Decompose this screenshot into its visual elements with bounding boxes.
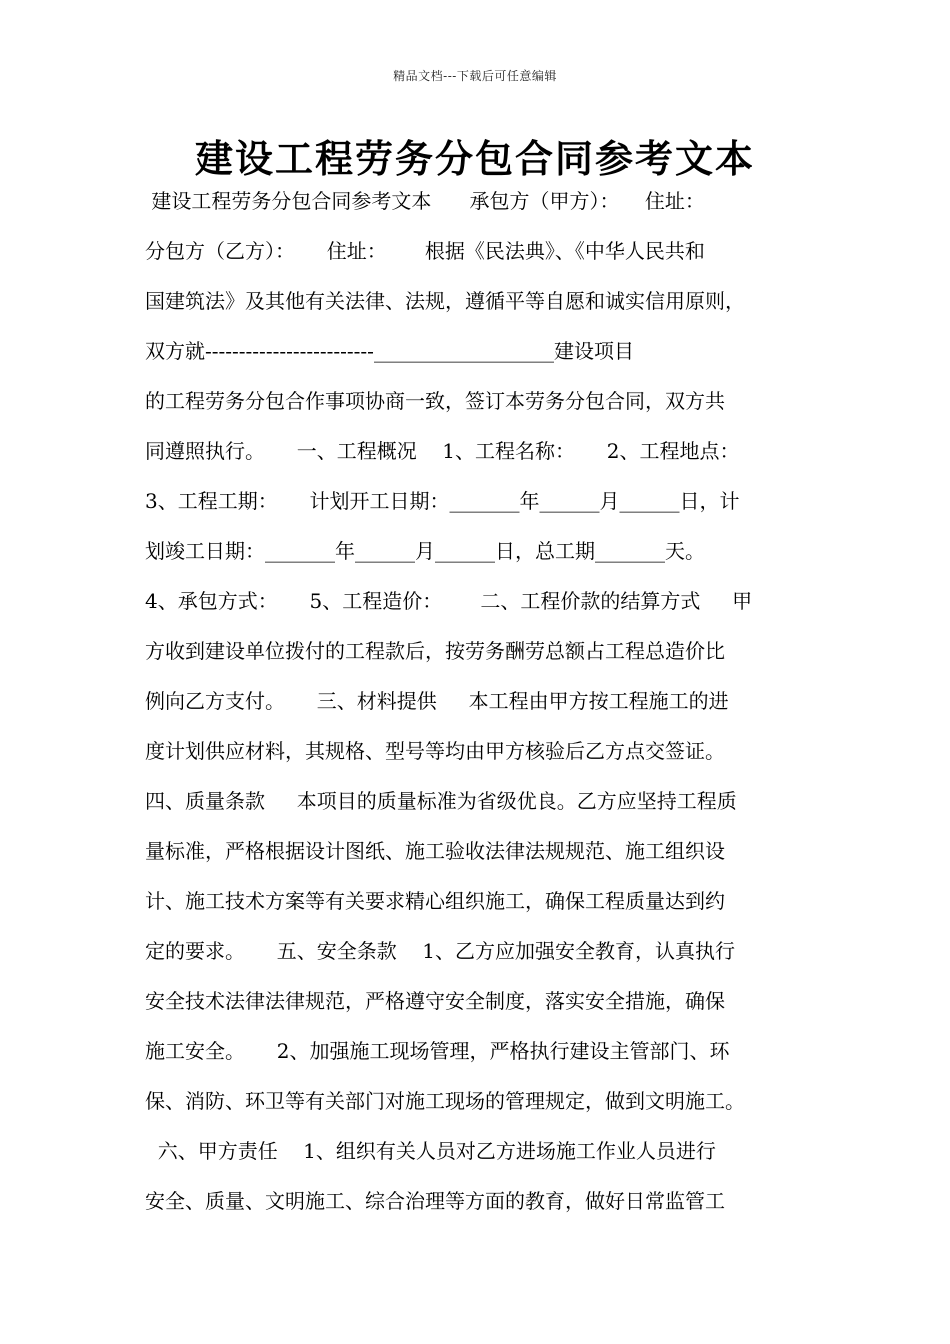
body-line: 建设工程劳务分包合同参考文本 承包方（甲方）： 住址： — [145, 189, 705, 213]
body-line: 保、消防、环卫等有关部门对施工现场的管理规定，做到文明施工。 — [145, 1089, 745, 1113]
body-line: 双方就-------------------------__________________建设项目 — [145, 339, 634, 363]
body-line: 例向乙方支付。 三、材料提供 本工程由甲方按工程施工的进 — [145, 689, 729, 713]
body-line: 度计划供应材料，其规格、型号等均由甲方核验后乙方点交签证。 — [145, 739, 725, 763]
document-body — [145, 181, 835, 1231]
body-line: 量标准，严格根据设计图纸、施工验收法律法规规范、施工组织设 — [145, 839, 725, 863]
body-line: 的工程劳务分包合作事项协商一致，签订本劳务分包合同，双方共 — [145, 389, 725, 413]
body-line: 六、甲方责任 1、组织有关人员对乙方进场施工作业人员进行 — [145, 1139, 716, 1163]
document-title: 建设工程劳务分包合同参考文本 — [194, 136, 755, 181]
body-line: 安全技术法律法律规范，严格遵守安全制度，落实安全措施，确保 — [145, 989, 725, 1013]
header-note: 精品文档---下载后可任意编辑 — [393, 69, 557, 83]
body-line: 定的要求。 五、安全条款 1、乙方应加强安全教育，认真执行 — [145, 939, 735, 963]
body-line: 3、工程工期： 计划开工日期：_______年______月______日，计 — [145, 489, 740, 513]
body-line: 方收到建设单位拨付的工程款后，按劳务酬劳总额占工程总造价比 — [145, 639, 725, 663]
body-line: 同遵照执行。 一、工程概况 1、工程名称： 2、工程地点： — [145, 439, 740, 463]
body-line: 安全、质量、文明施工、综合治理等方面的教育，做好日常监管工 — [145, 1189, 725, 1213]
body-line: 分包方（乙方）： 住址： 根据《民法典》、《中华人民共和 — [145, 239, 705, 263]
body-line: 4、承包方式： 5、工程造价： 二、工程价款的结算方式 甲 — [145, 589, 753, 613]
body-line: 施工安全。 2、加强施工现场管理，严格执行建设主管部门、环 — [145, 1039, 730, 1063]
body-line: 四、质量条款 本项目的质量标准为省级优良。乙方应坚持工程质 — [145, 789, 737, 813]
body-line: 划竣工日期：_______年______月______日，总工期_______天。 — [145, 539, 705, 563]
body-line: 计、施工技术方案等有关要求精心组织施工，确保工程质量达到约 — [145, 889, 725, 913]
body-line: 国建筑法》及其他有关法律、法规，遵循平等自愿和诚实信用原则， — [145, 289, 745, 313]
